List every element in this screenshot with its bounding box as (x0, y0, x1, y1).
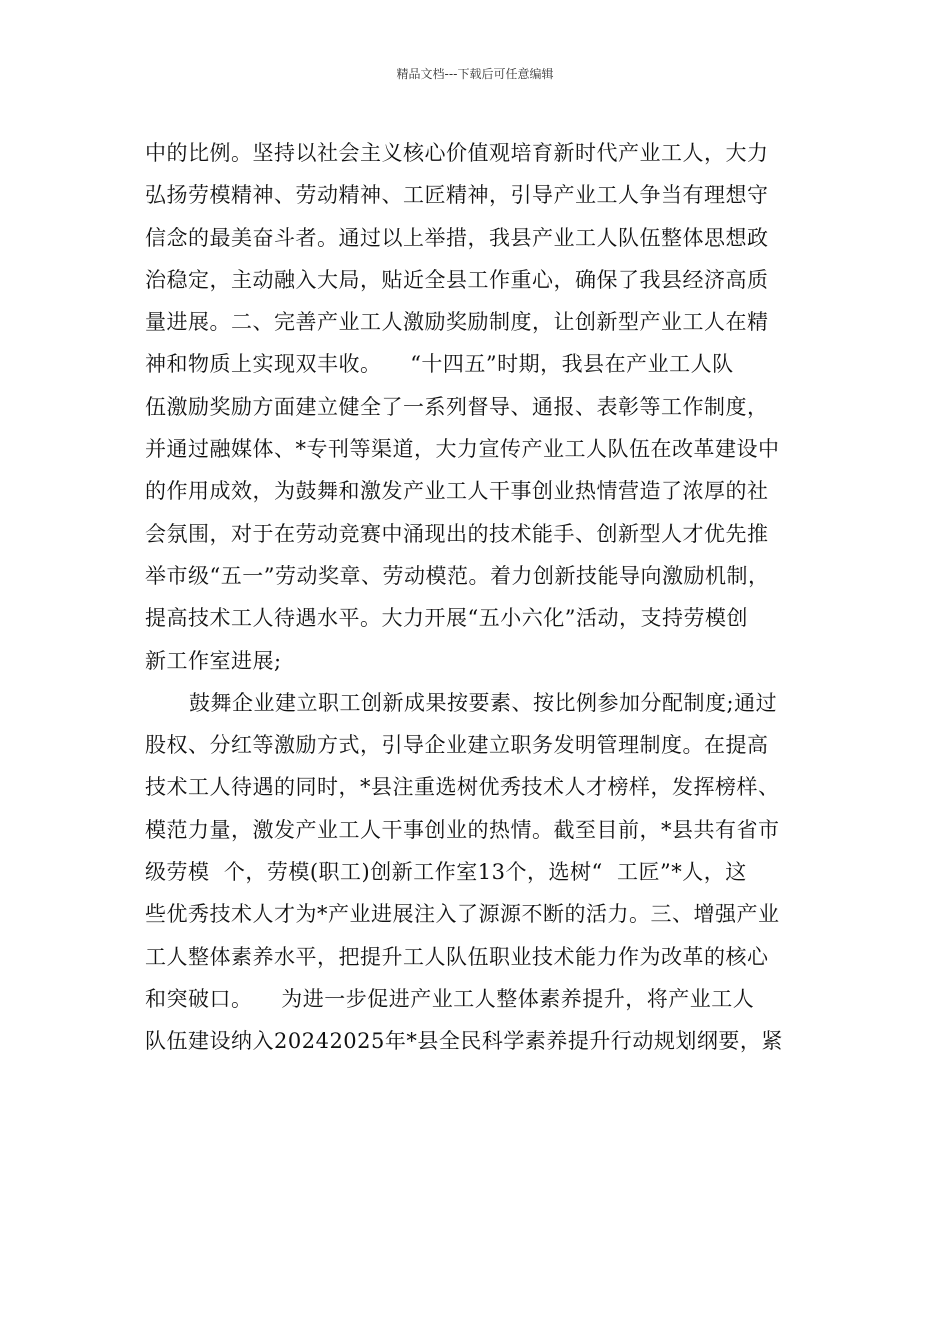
text-line: 治稳定，主动融入大局，贴近全县工作重心，确保了我县经济高质 (145, 267, 769, 292)
paragraph-start-line: 鼓舞企业建立职工创新成果按要素、按比例参加分配制度;通过 (189, 690, 778, 715)
text-line: 的作用成效，为鼓舞和激发产业工人干事创业热情营造了浓厚的社 (145, 479, 769, 504)
text-line: 并通过融媒体、*专刊等渠道，大力宣传产业工人队伍在改革建设中 (145, 437, 780, 462)
text-line: 量进展。二、完善产业工人激励奖励制度，让创新型产业工人在精 (145, 310, 769, 335)
text-line: 些优秀技术人才为*产业进展注入了源源不断的活力。三、增强产业 (145, 902, 780, 927)
page-header: 精品文档---下载后可任意编辑 (396, 67, 554, 81)
text-line: 神和物质上实现双丰收。 “十四五”时期，我县在产业工人队 (145, 352, 734, 377)
text-line: 伍激励奖励方面建立健全了一系列督导、通报、表彰等工作制度， (145, 394, 769, 419)
text-line: 模范力量，激发产业工人干事创业的热情。截至目前，*县共有省市 (145, 817, 780, 842)
text-line: 队伍建设纳入20242025年*县全民科学素养提升行动规划纲要，紧 (145, 1029, 783, 1054)
text-line: 举市级“五一”劳动奖章、劳动模范。着力创新技能导向激励机制， (145, 563, 770, 588)
text-line: 新工作室进展; (145, 648, 282, 673)
text-line: 中的比例。坚持以社会主义核心价值观培育新时代产业工人，大力 (145, 141, 769, 165)
text-line: 信念的最美奋斗者。通过以上举措，我县产业工人队伍整体思想政 (145, 225, 769, 250)
text-line: 会氛围，对于在劳动竞赛中涌现出的技术能手、创新型人才优先推 (145, 521, 769, 546)
text-line: 工人整体素养水平，把提升工人队伍职业技术能力作为改革的核心 (145, 944, 769, 969)
text-line: 技术工人待遇的同时，*县注重选树优秀技术人才榜样，发挥榜样、 (145, 775, 780, 800)
text-line: 提高技术工人待遇水平。大力开展“五小六化”活动，支持劳模创 (145, 606, 748, 631)
text-line: 弘扬劳模精神、劳动精神、工匠精神，引导产业工人争当有理想守 (145, 183, 769, 208)
text-line: 级劳模 个，劳模(职工)创新工作室13个，选树“ 工匠”*人，这 (145, 860, 747, 885)
text-line: 和突破口。 为进一步促进产业工人整体素养提升，将产业工人 (145, 986, 755, 1011)
text-line: 股权、分红等激励方式，引导企业建立职务发明管理制度。在提高 (145, 733, 769, 758)
document-body (145, 132, 805, 1063)
